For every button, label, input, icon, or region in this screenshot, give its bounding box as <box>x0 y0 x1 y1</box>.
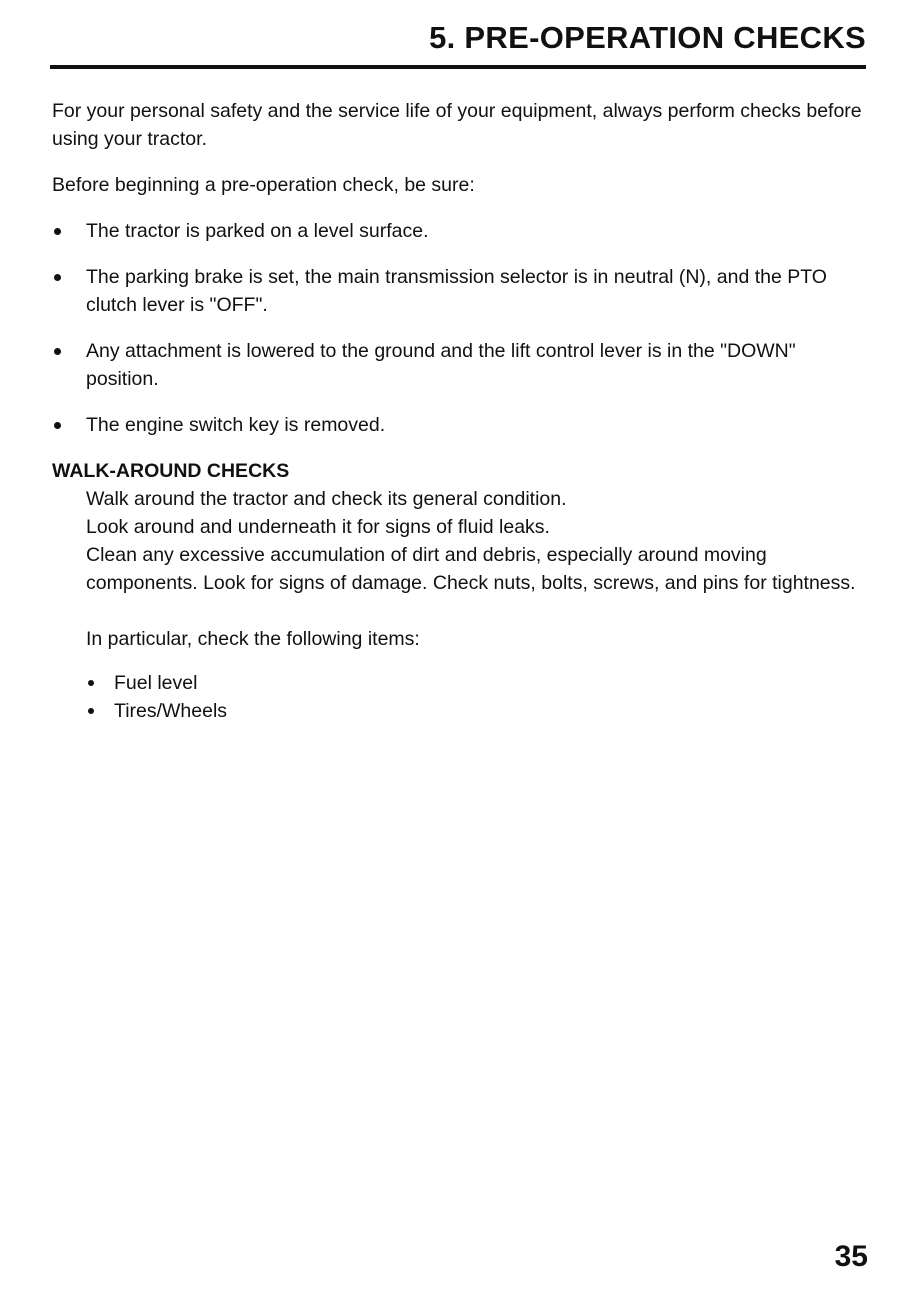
bullet-icon <box>54 274 61 281</box>
condition-item <box>52 217 872 245</box>
intro-paragraph: For your personal safety and the service life of your equipment, always perform checks before using your tractor. <box>52 100 862 150</box>
page-content <box>52 97 872 725</box>
walk-around-heading: WALK-AROUND CHECKS <box>52 460 290 482</box>
bullet-icon <box>88 708 94 714</box>
lead-sentence: Before beginning a pre-operation check, be sure: <box>52 174 475 196</box>
condition-text: The tractor is parked on a level surface. <box>86 220 429 242</box>
check-item-text: Tires/Wheels <box>114 700 228 722</box>
check-item <box>86 697 872 725</box>
section-title: 5. PRE-OPERATION CHECKS <box>429 20 866 55</box>
walk-around-text <box>86 485 872 597</box>
condition-text: The engine switch key is removed. <box>86 414 386 436</box>
check-item-text: Fuel level <box>114 672 198 694</box>
header-rule <box>50 65 866 69</box>
walk-around-line: Walk around the tractor and check its general condition. <box>86 488 567 510</box>
condition-item <box>52 263 872 319</box>
walk-around-line: Clean any excessive accumulation of dirt and debris, especially around moving components. Look for signs of damage. Check nuts, bolts, screws, and pins for tightness. <box>86 544 856 594</box>
condition-item <box>52 337 872 393</box>
bullet-icon <box>54 422 61 429</box>
bullet-icon <box>54 228 61 235</box>
walk-around-body <box>52 485 872 725</box>
condition-text: The parking brake is set, the main transmission selector is in neutral (N), and the PTO clutch lever is "OFF". <box>86 266 827 316</box>
pre-check-conditions <box>52 217 872 439</box>
bullet-icon <box>54 348 61 355</box>
condition-text: Any attachment is lowered to the ground and the lift control lever is in the "DOWN" position. <box>86 340 796 390</box>
check-items-list <box>86 669 872 725</box>
walk-around-line: Look around and underneath it for signs of fluid leaks. <box>86 516 550 538</box>
page-number: 35 <box>834 1240 868 1273</box>
particular-sentence: In particular, check the following items: <box>86 628 420 650</box>
check-item <box>86 669 872 697</box>
bullet-icon <box>88 680 94 686</box>
condition-item <box>52 411 872 439</box>
